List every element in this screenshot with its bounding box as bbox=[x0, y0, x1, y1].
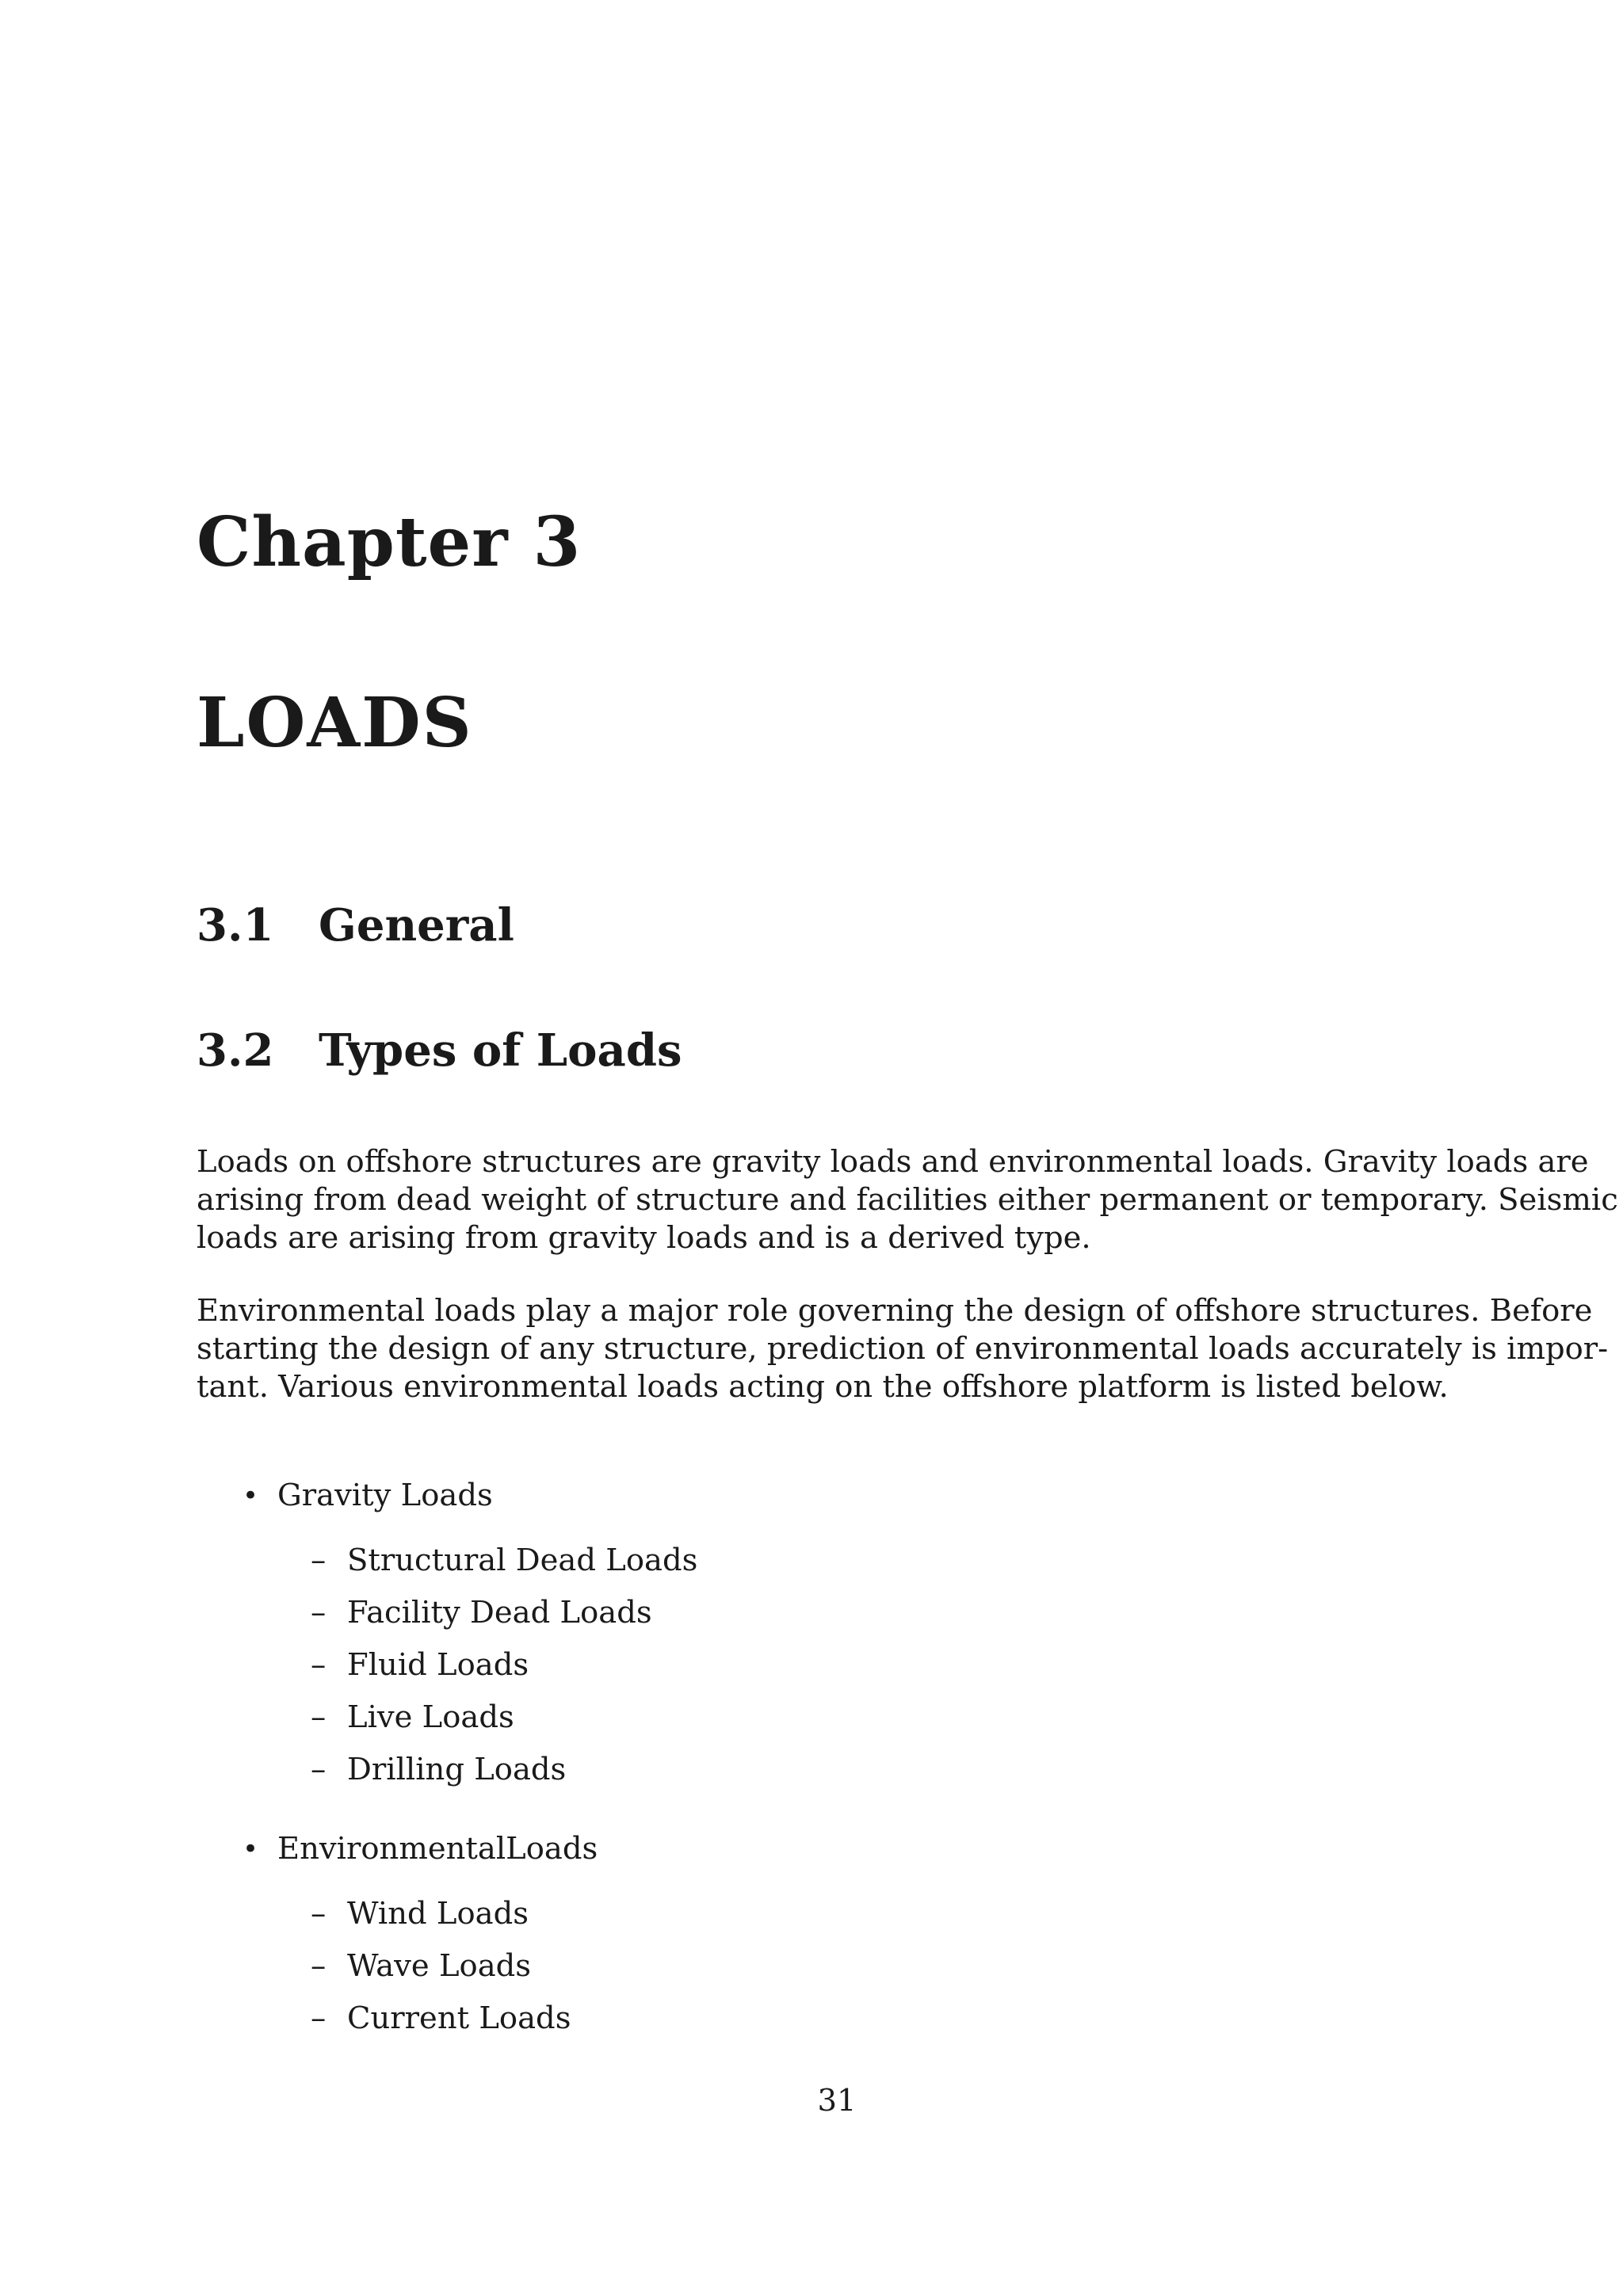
environmental-loads-sublist bbox=[277, 1895, 1484, 2052]
sub-list-item bbox=[277, 2000, 1484, 2052]
sub-list-item-label: Fluid Loads bbox=[347, 1647, 529, 1683]
dash-icon: – bbox=[311, 1595, 327, 1630]
sub-list-item bbox=[277, 1699, 1484, 1751]
sub-list-item bbox=[277, 1751, 1484, 1803]
section-number: 3.2 bbox=[197, 1024, 274, 1077]
paragraph-line: Loads on offshore structures are gravity loads and environmental loads. Gravity loads are bbox=[197, 1144, 1589, 1180]
sub-list-item bbox=[277, 1947, 1484, 2000]
load-types-list bbox=[197, 1477, 1484, 2052]
chapter-title: LOADS bbox=[197, 683, 473, 763]
sub-list-item-label: Current Loads bbox=[347, 2000, 571, 2036]
sub-list-item-label: Wind Loads bbox=[347, 1896, 529, 1932]
sub-list-item bbox=[277, 1646, 1484, 1699]
chapter-label: Chapter 3 bbox=[197, 502, 582, 582]
sub-list-item bbox=[277, 1594, 1484, 1646]
sub-list-item-label: Wave Loads bbox=[347, 1948, 532, 1984]
dash-icon: – bbox=[311, 1752, 327, 1787]
dash-icon: – bbox=[311, 1699, 327, 1735]
paragraph-line: arising from dead weight of structure and facilities either permanent or temporary. Seismic bbox=[197, 1182, 1618, 1218]
page-number: 31 bbox=[817, 2083, 857, 2119]
list-item-label: EnvironmentalLoads bbox=[277, 1831, 598, 1867]
sub-list-item bbox=[277, 1542, 1484, 1594]
dash-icon: – bbox=[311, 1948, 327, 1984]
dash-icon: – bbox=[311, 1647, 327, 1683]
gravity-loads-sublist bbox=[277, 1542, 1484, 1803]
list-item-environmental-loads bbox=[197, 1830, 1484, 2052]
paragraph-line: starting the design of any structure, prediction of environmental loads accurately is impor- bbox=[197, 1331, 1609, 1367]
paragraph-environmental-loads bbox=[197, 1292, 1609, 1406]
list-item-gravity-loads bbox=[197, 1477, 1484, 1803]
section-title: Types of Loads bbox=[319, 1024, 682, 1077]
bullet-icon: • bbox=[242, 1480, 259, 1512]
dash-icon: – bbox=[311, 1543, 327, 1578]
section-heading-types-of-loads bbox=[197, 1024, 682, 1077]
sub-list-item bbox=[277, 1895, 1484, 1947]
paragraph-line: tant. Various environmental loads acting on the offshore platform is listed below. bbox=[197, 1369, 1449, 1405]
dash-icon: – bbox=[311, 1896, 327, 1932]
section-title: General bbox=[319, 899, 514, 952]
dash-icon: – bbox=[311, 2000, 327, 2036]
sub-list-item-label: Live Loads bbox=[347, 1699, 514, 1735]
bullet-icon: • bbox=[242, 1833, 259, 1865]
sub-list-item-label: Structural Dead Loads bbox=[347, 1543, 698, 1578]
list-item-label: Gravity Loads bbox=[277, 1478, 493, 1513]
paragraph-line: Environmental loads play a major role governing the design of offshore structures. Before bbox=[197, 1293, 1593, 1329]
section-heading-general bbox=[197, 899, 514, 952]
section-number: 3.1 bbox=[197, 899, 274, 952]
sub-list-item-label: Facility Dead Loads bbox=[347, 1595, 652, 1630]
paragraph-gravity-loads bbox=[197, 1143, 1618, 1257]
paragraph-line: loads are arising from gravity loads and is a derived type. bbox=[197, 1220, 1091, 1256]
sub-list-item-label: Drilling Loads bbox=[347, 1752, 567, 1787]
